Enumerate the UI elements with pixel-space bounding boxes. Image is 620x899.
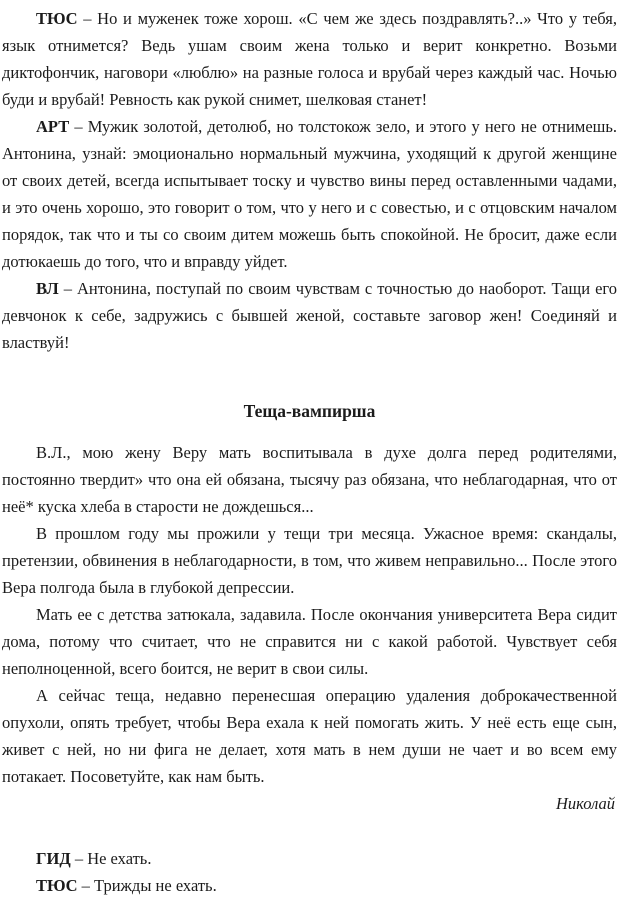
- dialogue-text: – Трижды не ехать.: [81, 876, 217, 895]
- dialogue-text: – Антонина, поступай по своим чувствам с точностью до наоборот. Тащи его девчонок к себе, задружись с бывшей женой, составьте заговор жен! Соединяй и властвуй!: [2, 279, 617, 352]
- dialogue-text: – Но и муженек тоже хорош. «С чем же здесь поздравлять?..» Что у тебя, язык отнимется? Ведь ушам своим жена только и верит конкретно. Возьми диктофончик, наговори «люблю» на разные голоса и врубай через каждый час. Ночью буди и врубай! Ревность как рукой снимет, шелковая станет!: [2, 9, 618, 109]
- speaker-label-tyus: ТЮС: [36, 9, 78, 28]
- letter-signature: Николай: [556, 794, 615, 813]
- dialogue-text: – Не ехать.: [74, 849, 152, 868]
- speaker-label-gid: ГИД: [36, 849, 71, 868]
- speaker-label-tyus-2: ТЮС: [36, 876, 78, 895]
- letter-paragraph-2: В прошлом году мы прожили у тещи три месяца. Ужасное время: скандалы, претензии, обвинения в неблагодарности, в том, что живем неправильно... После этого Вера полгода была в глубокой депрессии.: [2, 524, 617, 597]
- letter-paragraph-1: В.Л., мою жену Веру мать воспитывала в духе долга перед родителями, постоянно твердит» что она ей обязана, тысячу раз обязана, что неблагодарная, что от неё* куска хлеба в старости не дождешься...: [2, 443, 617, 516]
- letter-paragraph-4: А сейчас теща, недавно перенесшая операцию удаления доброкачественной опухоли, опять требует, чтобы Вера ехала к ней помогать жить. У неё есть еще сын, живет с ней, но ни фига не делает, хотя мать в нем души не чает и во всем ему потакает. Посоветуйте, как нам быть.: [2, 686, 617, 786]
- verdict-block: [2, 845, 617, 899]
- section-title: Теща-вампирша: [243, 401, 376, 421]
- dialogue-paragraph-tyus: [2, 5, 617, 113]
- dialogue-paragraph-art: [2, 113, 617, 275]
- dialogue-text: – Мужик золотой, детолюб, но толстокож зело, и этого у него не отнимешь. Антонина, узнай: эмоционально нормальный мужчина, уходящий к другой женщине от своих детей, всегда испытывает тоску и чувство вины перед оставленными чадами, и это очень хорошо, это говорит о том, что у него и с совестью, и с отцовским началом порядок, так что и ты со своим дитем можешь быть спокойной. Не бросит, даже если дотюкаешь до того, что и вправду уйдет.: [2, 117, 617, 271]
- speaker-label-vl: ВЛ: [36, 279, 59, 298]
- dialogue-paragraph-tyus-2: [2, 872, 617, 899]
- dialogue-paragraph-gid: [2, 845, 617, 872]
- letter-paragraph-3: Мать ее с детства затюкала, задавила. После окончания университета Вера сидит дома, потому что считает, что не справится ни с какой работой. Чувствует себя неполноценной, всего боится, не верит в свои силы.: [2, 605, 617, 678]
- dialogue-paragraph-vl: [2, 275, 617, 356]
- speaker-label-art: АРТ: [36, 117, 70, 136]
